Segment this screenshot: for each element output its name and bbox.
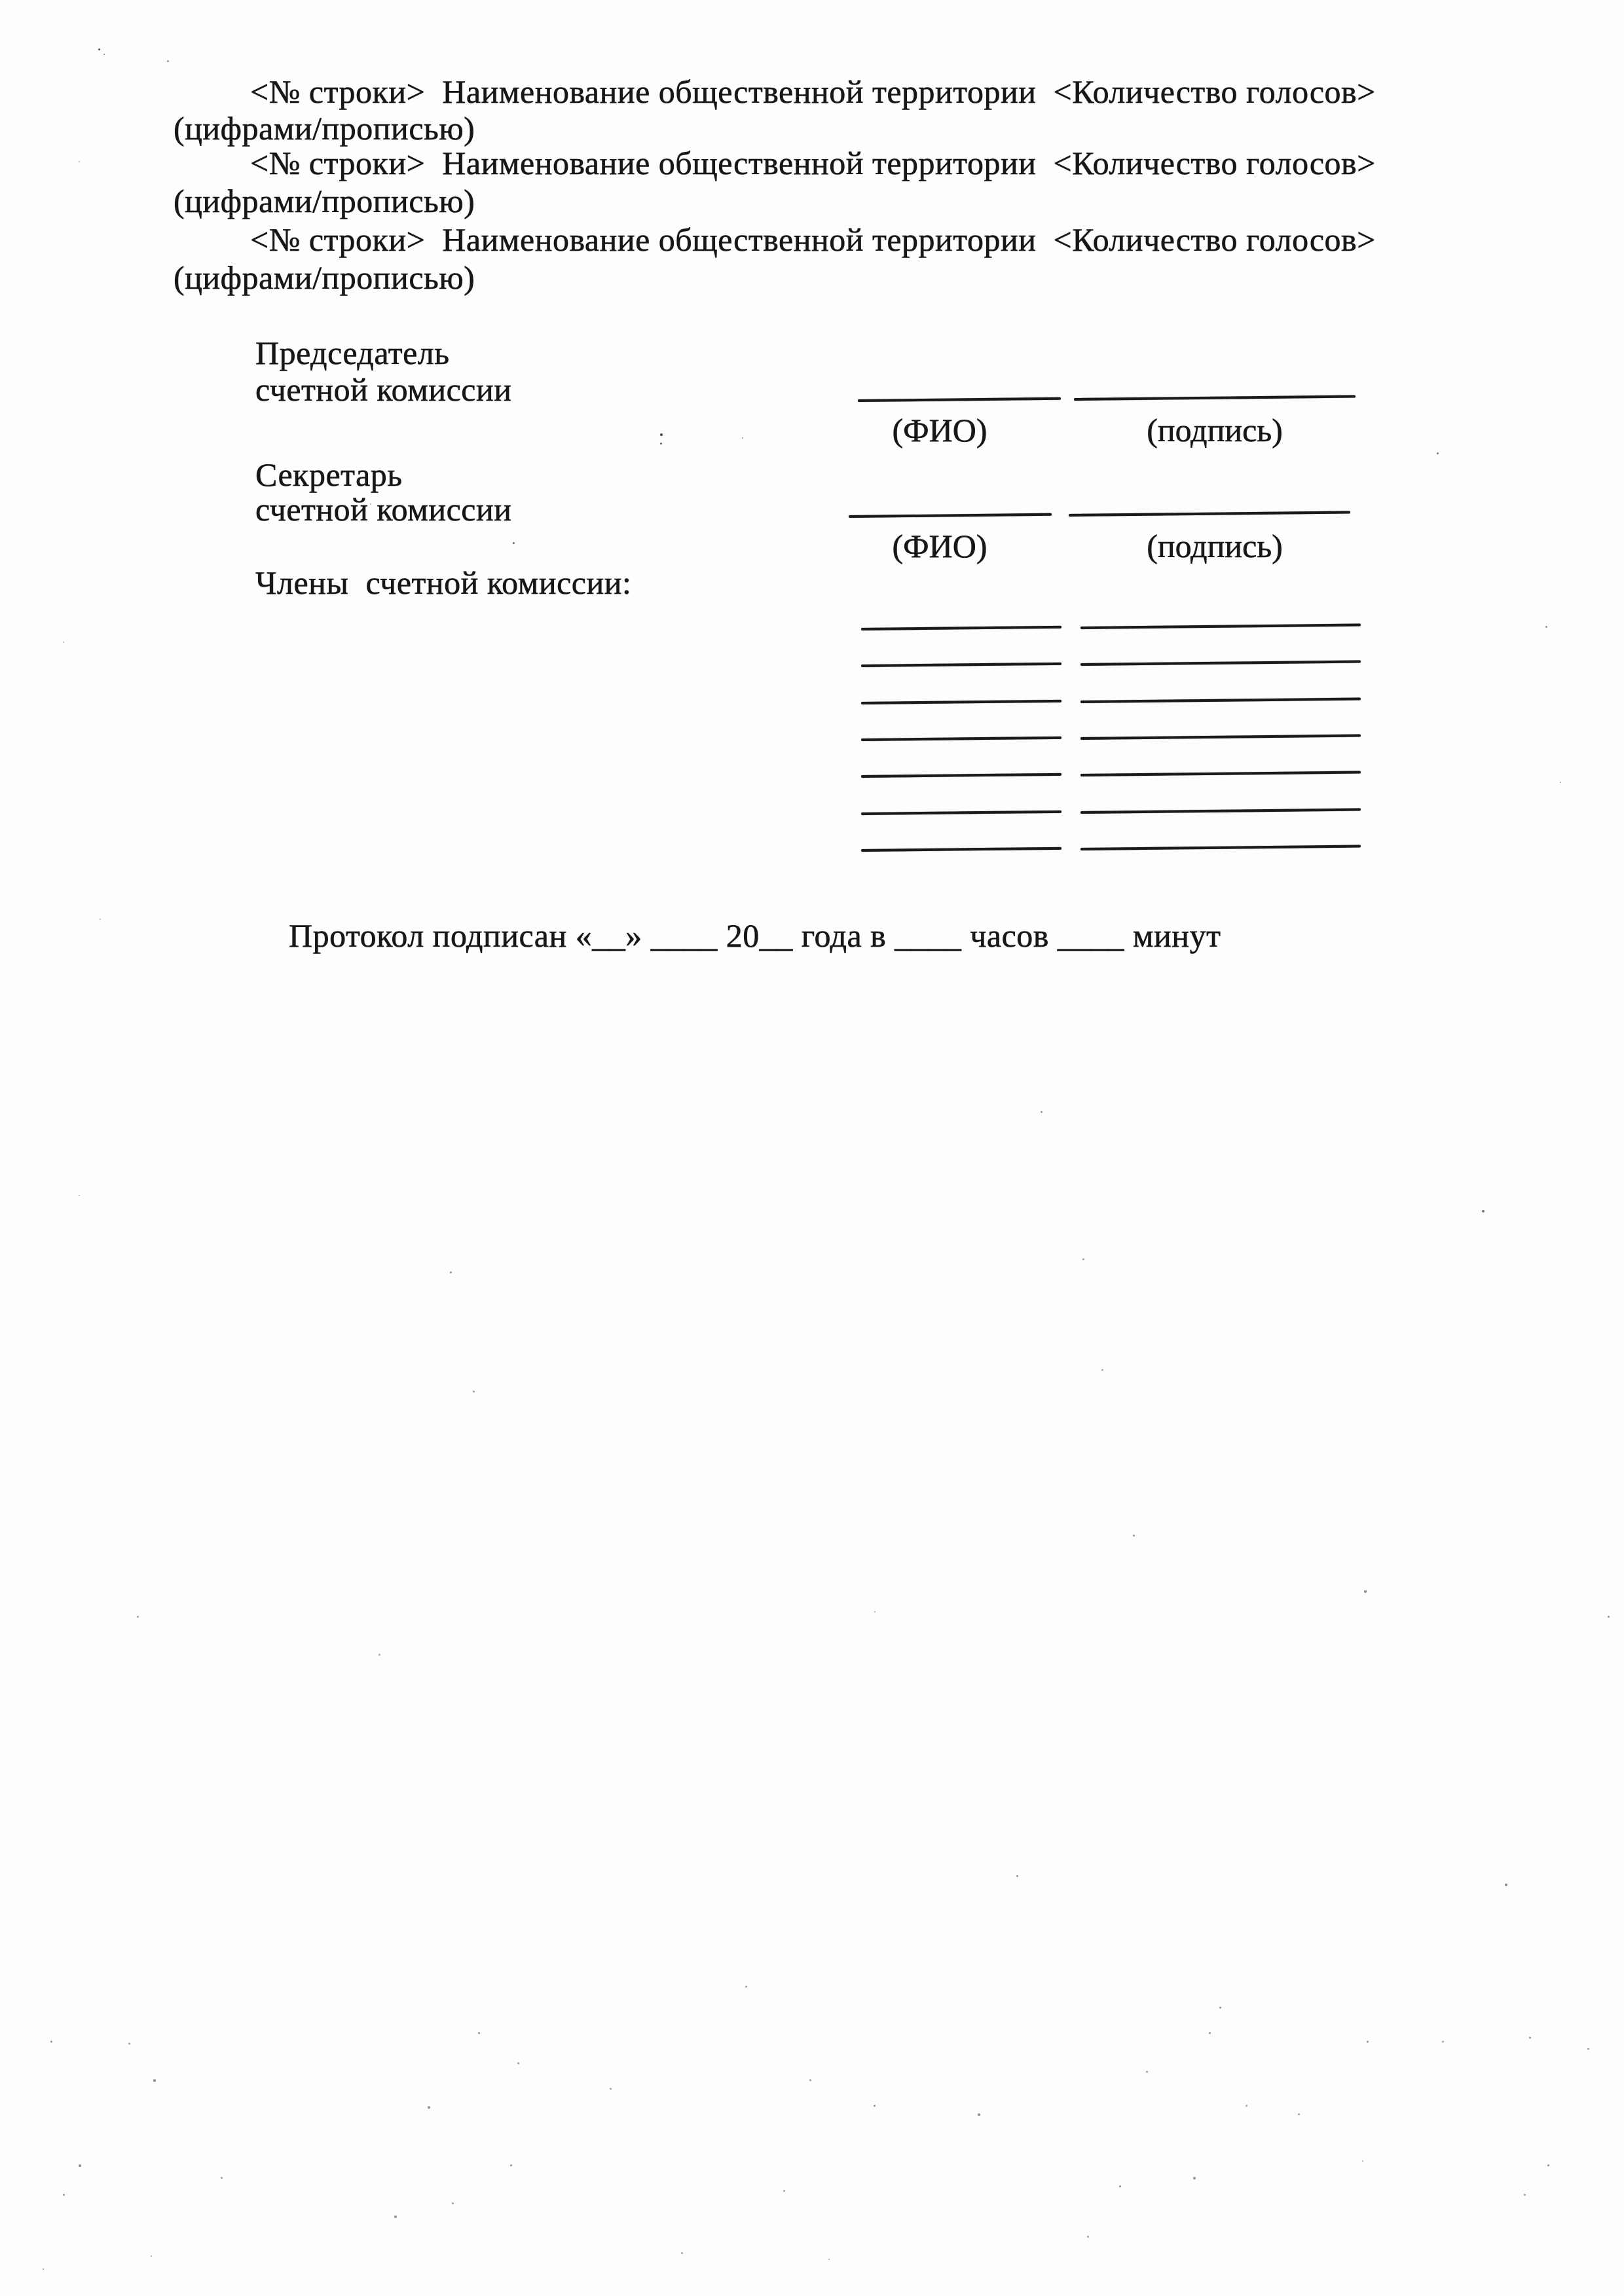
member-signature-blank-line: [1080, 661, 1361, 666]
scan-noise-speck: [809, 2079, 811, 2081]
scan-noise-speck: [681, 2252, 683, 2254]
scan-noise-speck: [79, 2164, 81, 2167]
territory-result-line: <№ строки> Наименование общественной территории <Количество голосов>: [250, 73, 1376, 110]
secretary-signature-blank-line: [1069, 511, 1350, 517]
member-signature-blank-line: [1080, 735, 1361, 740]
scan-noise-speck: [428, 2106, 430, 2109]
scan-noise-speck: [473, 1391, 475, 1393]
fio-caption: (ФИО): [892, 528, 987, 564]
secretary-role-line-1: Секретарь: [255, 456, 403, 493]
territory-result-line: <№ строки> Наименование общественной территории <Количество голосов>: [250, 221, 1376, 258]
scan-noise-speck: [1367, 2041, 1369, 2043]
signature-caption: (подпись): [1147, 528, 1283, 564]
scan-noise-speck: [510, 2164, 512, 2166]
member-signature-blank-line: [1080, 624, 1361, 629]
chairman-fio-blank-line: [858, 397, 1061, 402]
scan-noise-speck: [137, 1616, 139, 1618]
scan-noise-speck: [478, 2032, 480, 2034]
secretary-role-line-2: счетной комиссии: [255, 491, 512, 528]
scan-noise-speck: [1082, 1258, 1084, 1260]
member-signature-blank-line: [1080, 771, 1361, 776]
member-fio-blank-line: [861, 700, 1061, 704]
scan-noise-speck: [63, 2194, 65, 2196]
scan-noise-speck: [1298, 2113, 1300, 2115]
chairman-signature-blank-line: [1074, 395, 1356, 401]
scan-noise-speck: [452, 2202, 454, 2204]
territory-result-wrap-line: (цифрами/прописью): [174, 183, 475, 219]
territory-result-wrap-line: (цифрами/прописью): [174, 259, 475, 296]
scan-noise-speck: [1087, 2236, 1089, 2238]
scan-noise-speck: [783, 2190, 785, 2192]
scan-noise-speck: [1362, 2160, 1363, 2162]
scan-noise-speck: [828, 2259, 830, 2260]
scan-noise-speck: [63, 642, 64, 643]
scan-noise-speck: [742, 437, 743, 439]
scan-noise-speck: [1146, 2071, 1148, 2073]
scan-noise-speck: [1101, 1369, 1103, 1371]
scan-noise-speck: [43, 2269, 44, 2270]
protocol-signed-line: Протокол подписан «__» ____ 20__ года в ____ часов ____ минут: [289, 917, 1221, 954]
scan-noise-speck: [610, 2088, 612, 2090]
member-fio-blank-line: [861, 663, 1061, 667]
scan-noise-speck: [1529, 2037, 1531, 2039]
scan-noise-speck: [221, 2177, 223, 2179]
scan-noise-speck: [874, 2105, 876, 2107]
member-signature-blank-line: [1080, 698, 1361, 703]
member-fio-blank-line: [861, 847, 1061, 852]
scan-noise-speck: [513, 542, 515, 544]
scan-noise-speck: [1016, 1875, 1018, 1877]
scan-noise-speck: [660, 433, 663, 436]
scan-noise-speck: [1209, 2032, 1211, 2034]
scan-noise-speck: [745, 1986, 747, 1988]
scan-noise-speck: [1193, 2177, 1196, 2179]
fio-caption: (ФИО): [892, 412, 987, 448]
scan-noise-speck: [1545, 626, 1547, 628]
scan-noise-speck: [1524, 2194, 1526, 2196]
scan-noise-speck: [1437, 452, 1439, 454]
member-fio-blank-line: [861, 773, 1061, 778]
territory-result-line: <№ строки> Наименование общественной территории <Количество голосов>: [250, 145, 1376, 181]
members-role-label: Члены счетной комиссии:: [255, 564, 632, 601]
scan-noise-speck: [151, 2255, 152, 2257]
scan-noise-speck: [1442, 2041, 1444, 2043]
scan-noise-speck: [978, 2113, 980, 2116]
member-fio-blank-line: [861, 737, 1061, 741]
scan-noise-speck: [370, 503, 371, 505]
scan-noise-speck: [79, 1195, 80, 1196]
scan-noise-speck: [378, 1654, 380, 1656]
member-fio-blank-line: [861, 811, 1061, 815]
scan-noise-speck: [1587, 2048, 1589, 2050]
chairman-role-line-2: счетной комиссии: [255, 371, 512, 408]
scan-noise-speck: [100, 919, 101, 920]
scan-noise-speck: [153, 2079, 156, 2082]
scan-noise-speck: [1041, 1111, 1043, 1113]
scan-noise-speck: [1246, 2105, 1247, 2107]
member-signature-blank-line: [1080, 809, 1361, 814]
scan-noise-speck: [1560, 782, 1561, 783]
scan-noise-speck: [1133, 1535, 1135, 1537]
scan-noise-speck: [1482, 1210, 1485, 1212]
signature-caption: (подпись): [1147, 412, 1283, 448]
scan-noise-speck: [98, 48, 100, 50]
scan-noise-speck: [450, 1271, 452, 1273]
chairman-role-line-1: Председатель: [255, 335, 450, 371]
member-signature-blank-line: [1080, 845, 1361, 850]
scan-noise-speck: [1547, 2164, 1549, 2166]
scan-noise-speck: [1119, 2185, 1121, 2187]
scan-noise-speck: [517, 2062, 519, 2064]
scan-noise-speck: [660, 443, 662, 445]
member-fio-blank-line: [861, 626, 1061, 630]
scan-noise-speck: [1364, 1590, 1367, 1593]
scan-noise-speck: [1608, 1616, 1610, 1618]
scan-noise-speck: [1219, 2007, 1221, 2009]
scan-noise-speck: [394, 2215, 397, 2218]
scan-noise-speck: [103, 54, 105, 55]
territory-result-wrap-line: (цифрами/прописью): [174, 110, 475, 147]
scan-noise-speck: [50, 2041, 52, 2043]
scan-noise-speck: [874, 1611, 876, 1613]
scan-noise-speck: [1505, 1884, 1507, 1886]
scan-noise-speck: [79, 161, 80, 162]
scan-noise-speck: [167, 60, 169, 62]
secretary-fio-blank-line: [849, 513, 1052, 518]
scan-noise-speck: [128, 2043, 130, 2045]
